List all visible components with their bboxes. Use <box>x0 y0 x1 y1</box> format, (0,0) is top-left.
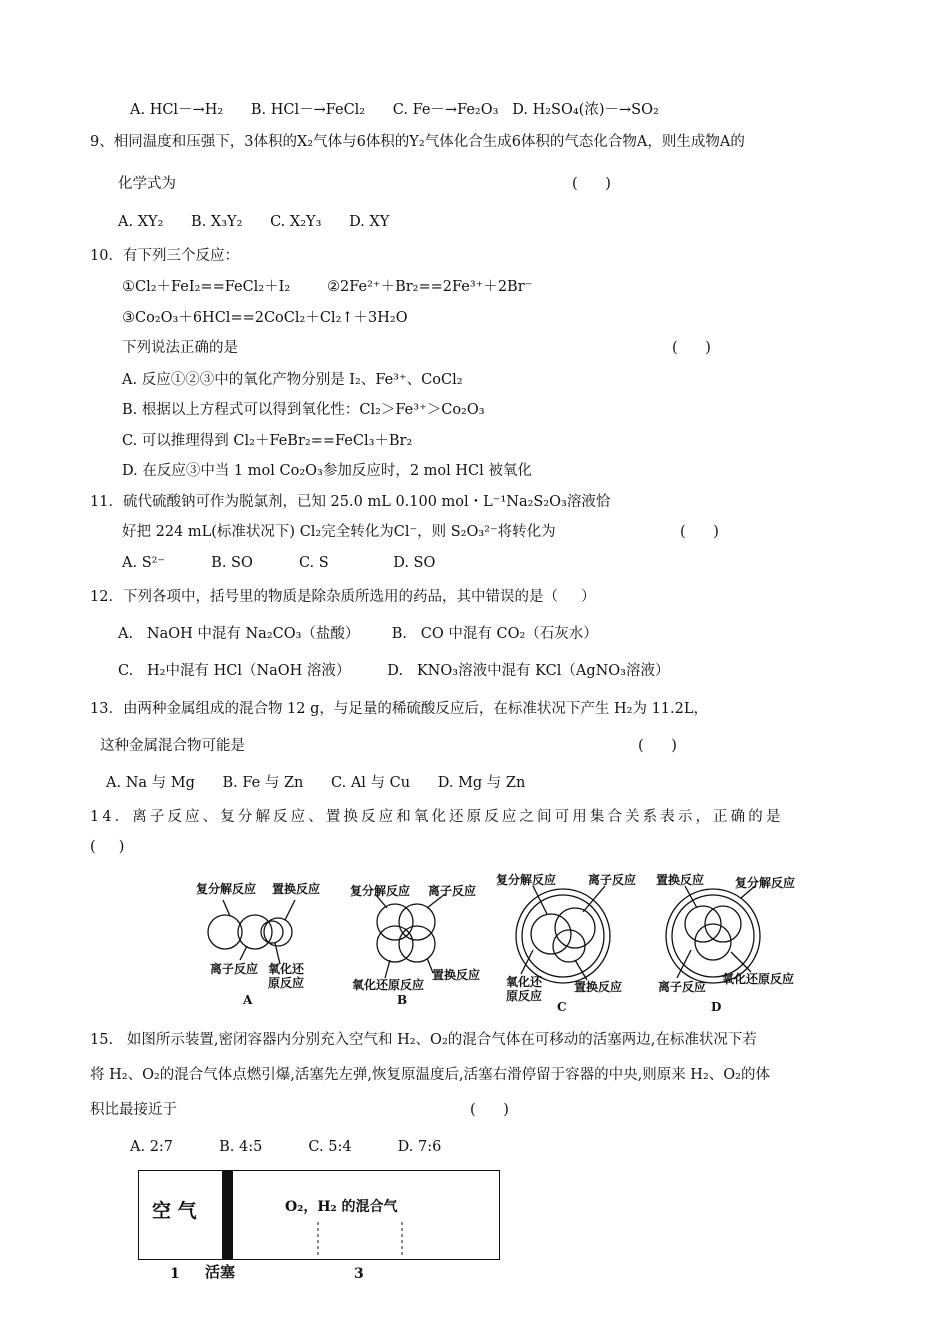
diagram-a-label-displacement: 置换反应 <box>272 882 321 896</box>
diagram-c-label-redox: 氧化还 原反应 <box>506 975 543 1003</box>
q15-stem-line1: 15. 如图所示装置,密闭容器内分别充入空气和 H₂、O₂的混合气体在可移动的活塞两边,在标准状况下若 <box>90 1032 757 1048</box>
q12-options-ab: A. NaOH 中混有 Na₂CO₃（盐酸） B. CO 中混有 CO₂（石灰水） <box>118 626 598 642</box>
piston-label: 活塞 <box>205 1263 236 1281</box>
diagram-a-label-double-decomp: 复分解反应 <box>196 882 257 896</box>
q9-answer-paren: ( ) <box>572 176 611 192</box>
q12-options-cd: C. H₂中混有 HCl（NaOH 溶液） D. KNO₃溶液中混有 KCl（AgNO₃溶液） <box>118 663 670 679</box>
mixture-label: O₂，H₂ 的混合气 <box>285 1199 398 1215</box>
diagram-d-label-double-decomp: 复分解反应 <box>735 876 796 890</box>
air-label: 空 气 <box>152 1200 197 1222</box>
q10-reactions-1-2: ①Cl₂＋FeI₂==FeCl₂＋I₂ ②2Fe²⁺＋Br₂==2Fe³⁺＋2Br⁻ <box>122 279 533 295</box>
q10-option-b: B. 根据以上方程式可以得到氧化性：Cl₂＞Fe³⁺＞Co₂O₃ <box>122 402 485 418</box>
q13-stem-line2: 这种金属混合物可能是 <box>100 738 245 754</box>
diagram-c-label-double-decomp: 复分解反应 <box>496 873 557 887</box>
diagram-c-label-ionic: 离子反应 <box>588 873 637 887</box>
q15-stem-line2: 将 H₂、O₂的混合气体点燃引爆,活塞先左弹,恢复原温度后,活塞右滑停留于容器的中央,则原来 H₂、O₂的体 <box>90 1067 770 1083</box>
q13-answer-paren: ( ) <box>638 738 677 754</box>
diagram-c-letter: C <box>557 1000 567 1014</box>
q11-stem-line2: 好把 224 mL(标准状况下) Cl₂完全转化为Cl⁻，则 S₂O₃²⁻将转化为 <box>122 524 556 540</box>
diagram-a-label-ionic: 离子反应 <box>210 962 259 976</box>
q15-options: A. 2:7 B. 4:5 C. 5:4 D. 7:6 <box>130 1139 442 1155</box>
diagram-a-label-redox: 氧化还 原反应 <box>268 962 305 990</box>
q14-answer-paren: ( ) <box>90 839 125 855</box>
q13-stem-line1: 13．由两种金属组成的混合物 12 g，与足量的稀硫酸反应后，在标准状况下产生 H₂为 11.2L， <box>90 701 708 717</box>
q11-options: A. S²⁻ B. SO C. S D. SO <box>122 555 436 571</box>
q13-options: A. Na 与 Mg B. Fe 与 Zn C. Al 与 Cu D. Mg 与 Zn <box>106 775 526 791</box>
q14-stem: 14．离子反应、复分解反应、置换反应和氧化还原反应之间可用集合关系表示，正确的是 <box>90 809 784 825</box>
piston <box>222 1170 233 1260</box>
diagram-b-label-redox: 氧化还原反应 <box>352 978 425 992</box>
q8-options: A. HCl－→H₂ B. HCl－→FeCl₂ C. Fe－→Fe₂O₃ D. H₂SO₄(浓)－→SO₂ <box>130 102 659 118</box>
q10-option-d: D. 在反应③中当 1 mol Co₂O₃参加反应时，2 mol HCl 被氧化 <box>122 463 532 479</box>
mark-1-label: 1 <box>170 1266 180 1282</box>
diagram-b-label-double-decomp: 复分解反应 <box>350 884 411 898</box>
diagram-b-label-displacement: 置换反应 <box>432 968 481 982</box>
q11-stem-line1: 11．硫代硫酸钠可作为脱氯剂，已知 25.0 mL 0.100 mol・L⁻¹Na₂S₂O₃溶液恰 <box>90 494 611 510</box>
venn-diagram-a <box>195 880 335 1000</box>
q11-answer-paren: ( ) <box>680 524 719 540</box>
q9-stem-line2: 化学式为 <box>118 176 176 192</box>
mark-3-label: 3 <box>354 1266 364 1282</box>
q15-answer-paren: ( ) <box>470 1102 509 1118</box>
q10-stem: 10．有下列三个反应： <box>90 248 239 264</box>
q10-question: 下列说法正确的是 <box>122 340 238 356</box>
q10-option-a: A. 反应①②③中的氧化产物分别是 I₂、Fe³⁺、CoCl₂ <box>122 372 463 388</box>
q9-stem-line1: 9、相同温度和压强下，3体积的X₂气体与6体积的Y₂气体化合生成6体积的气态化合物A，则生成物A的 <box>90 134 745 150</box>
diagram-c-label-displacement: 置换反应 <box>574 980 623 994</box>
diagram-d-label-ionic: 离子反应 <box>658 980 707 994</box>
diagram-b-letter: B <box>397 993 408 1007</box>
position-marks <box>300 1222 420 1262</box>
diagram-d-label-redox: 氧化还原反应 <box>722 972 795 986</box>
q12-stem: 12．下列各项中，括号里的物质是除杂质所选用的药品，其中错误的是（ ） <box>90 589 596 605</box>
diagram-b-label-ionic: 离子反应 <box>428 884 477 898</box>
diagram-d-letter: D <box>711 1000 722 1014</box>
q15-stem-line3: 积比最接近于 <box>90 1102 177 1118</box>
q9-options: A. XY₂ B. X₃Y₂ C. X₂Y₃ D. XY <box>118 214 390 230</box>
diagram-a-letter: A <box>243 993 253 1007</box>
q10-answer-paren: ( ) <box>672 340 711 356</box>
diagram-d-label-displacement: 置换反应 <box>656 873 705 887</box>
q10-option-c: C. 可以推理得到 Cl₂＋FeBr₂==FeCl₃＋Br₂ <box>122 433 413 449</box>
q10-reaction-3: ③Co₂O₃＋6HCl==2CoCl₂＋Cl₂↑＋3H₂O <box>122 310 408 326</box>
